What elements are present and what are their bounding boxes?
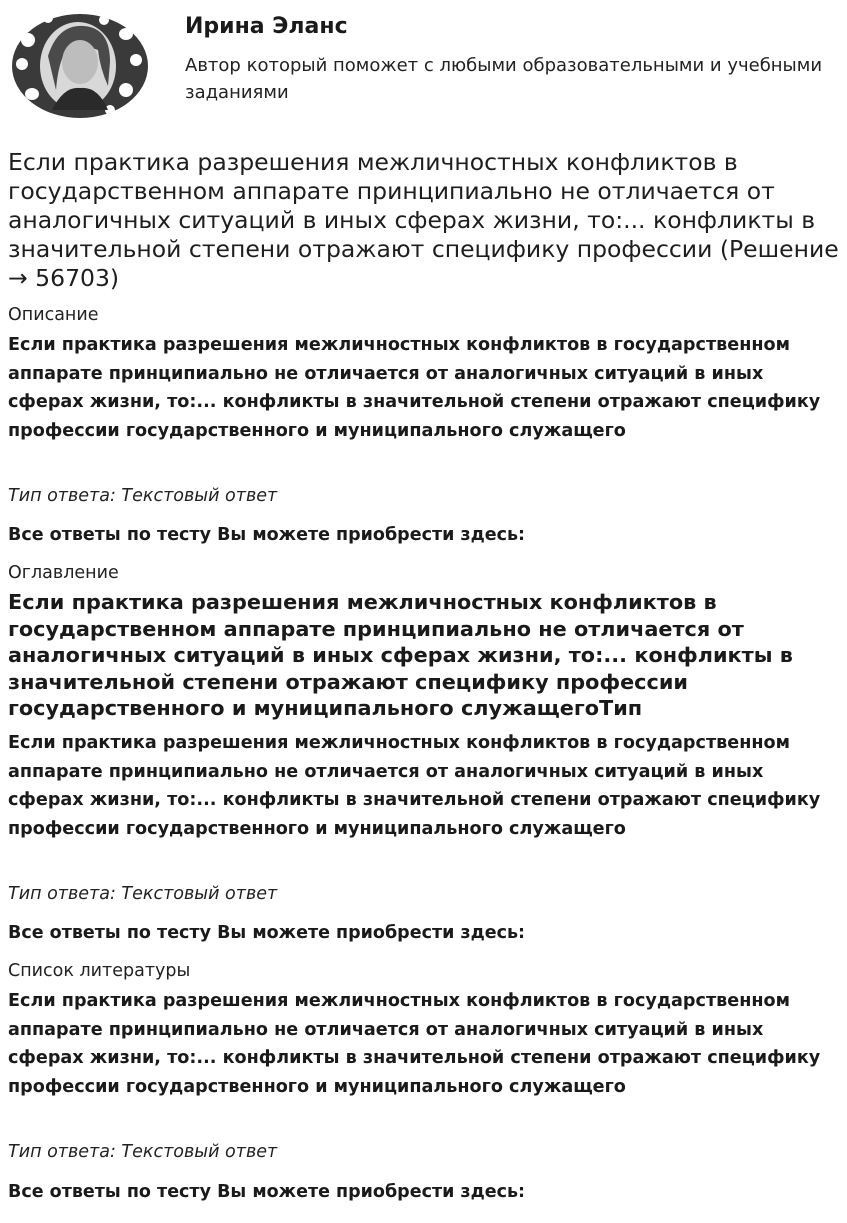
buy-link-3[interactable]: Все ответы по тесту Вы можете приобрести здесь: <box>8 1182 526 1202</box>
page-title: Если практика разрешения межличностных конфликтов в государственном аппарате принципиально не отличается от аналогичных ситуаций в иных сферах жизни, то:... конфликты в значительной степени отражают специфику профессии (Решение → 56703) <box>8 148 839 292</box>
buy-link-1[interactable]: Все ответы по тесту Вы можете приобрести здесь: <box>8 525 526 545</box>
author-avatar <box>8 6 152 126</box>
literature-label: Список литературы <box>8 961 191 981</box>
description-label: Описание <box>8 305 99 325</box>
answer-type-1: Тип ответа: Текстовый ответ <box>8 486 278 506</box>
answer-type-3: Тип ответа: Текстовый ответ <box>8 1142 278 1162</box>
toc-label: Оглавление <box>8 563 119 583</box>
author-description: Автор который поможет с любыми образовательными и учебными заданиями <box>185 55 823 103</box>
buy-link-2[interactable]: Все ответы по тесту Вы можете приобрести здесь: <box>8 923 526 943</box>
toc-text: Если практика разрешения межличностных конфликтов в государственном аппарате принципиально не отличается от аналогичных ситуаций в иных сферах жизни, то:... конфликты в значительной степени отражают специфику профессии государственного и муниципального служащего <box>8 733 821 839</box>
description-text: Если практика разрешения межличностных конфликтов в государственном аппарате принципиально не отличается от аналогичных ситуаций в иных сферах жизни, то:... конфликты в значительной степени отражают специфику профессии государственного и муниципального служащего <box>8 335 821 441</box>
answer-type-2: Тип ответа: Текстовый ответ <box>8 884 278 904</box>
author-name[interactable]: Ирина Эланс <box>185 14 348 39</box>
toc-heading: Если практика разрешения межличностных конфликтов в государственном аппарате принципиально не отличается от аналогичных ситуаций в иных сферах жизни, то:... конфликты в значительной степени отражают специфику профессии государственного и муниципального служащегоТип <box>8 590 793 720</box>
literature-text: Если практика разрешения межличностных конфликтов в государственном аппарате принципиально не отличается от аналогичных ситуаций в иных сферах жизни, то:... конфликты в значительной степени отражают специфику профессии государственного и муниципального служащего <box>8 991 821 1097</box>
author-block <box>8 6 839 128</box>
